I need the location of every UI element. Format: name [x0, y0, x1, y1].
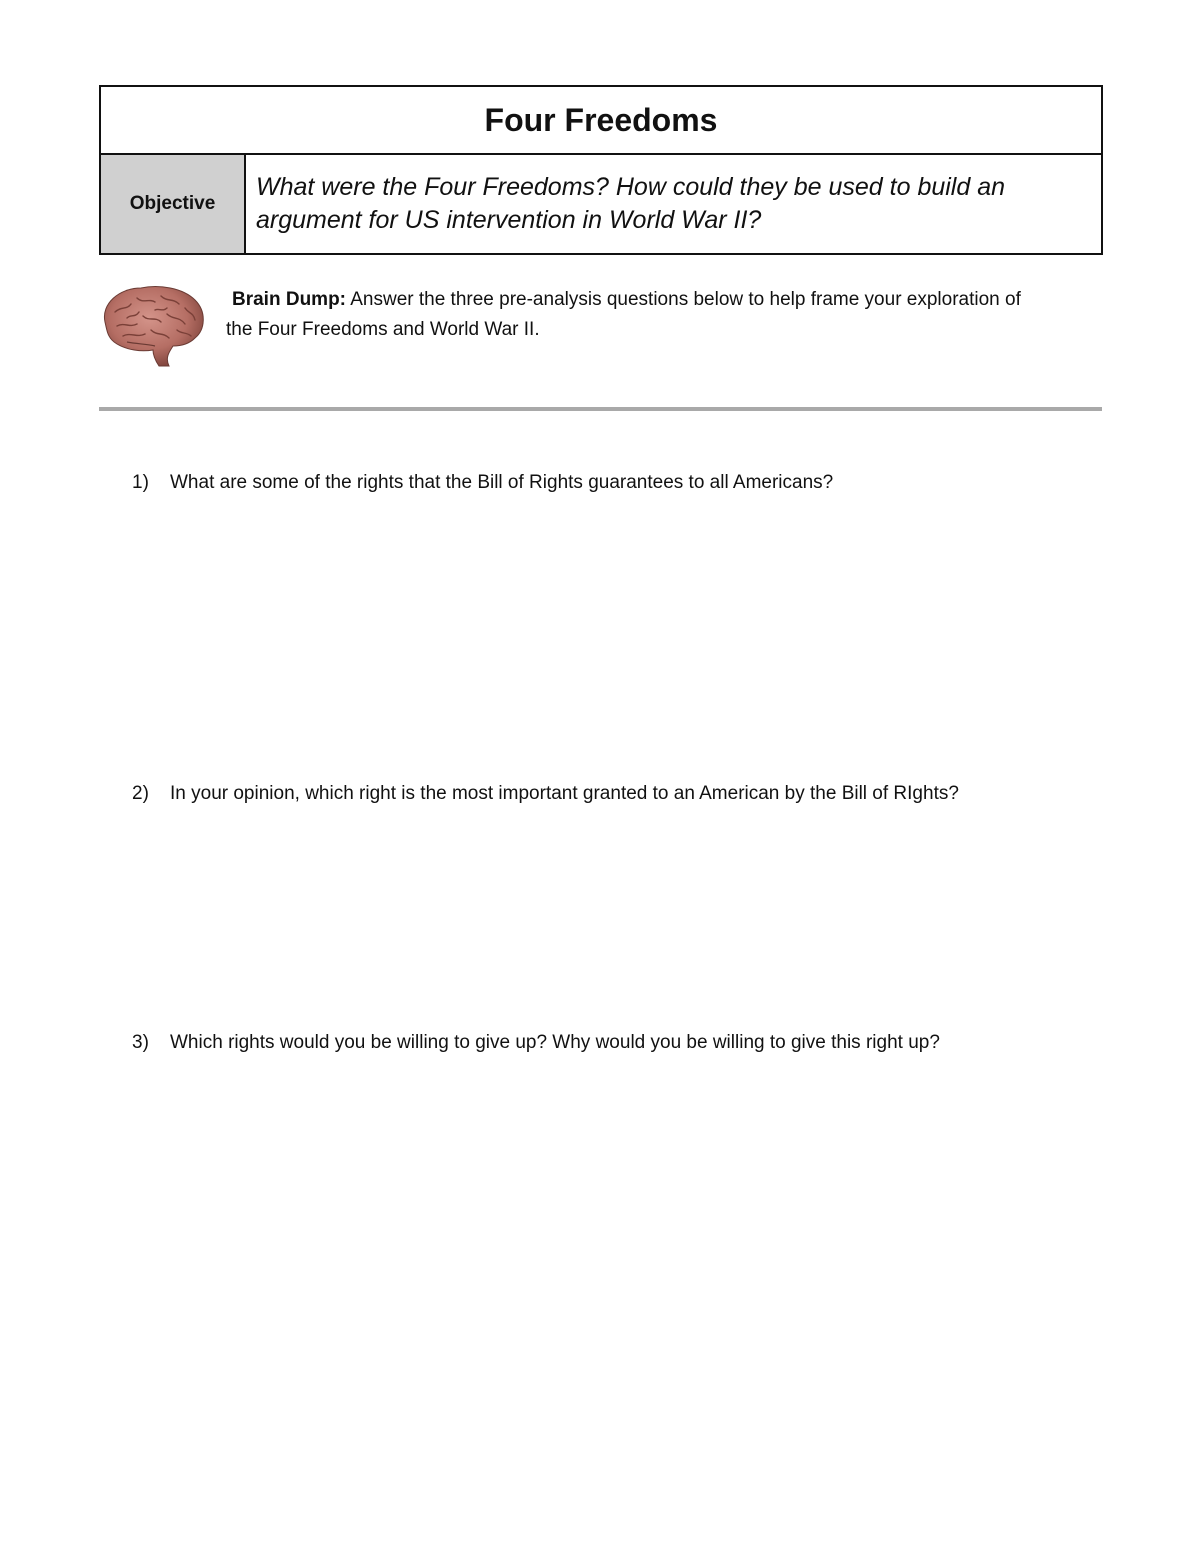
question-text: What are some of the rights that the Bill of Rights guarantees to all Americans?	[170, 472, 834, 493]
header-table	[99, 85, 1103, 255]
question-number: 3)	[132, 1032, 149, 1053]
question-text: In your opinion, which right is the most important granted to an American by the Bill of RIghts?	[170, 783, 959, 804]
divider	[99, 407, 1102, 411]
page-title: Four Freedoms	[101, 87, 1101, 155]
question-3	[132, 1031, 940, 1055]
brain-dump-lead: Brain Dump:	[232, 289, 346, 310]
question-1	[132, 471, 833, 495]
objective-row	[101, 155, 1101, 253]
question-number: 2)	[132, 783, 149, 804]
question-text: Which rights would you be willing to give up? Why would you be willing to give this right up?	[170, 1032, 940, 1053]
question-number: 1)	[132, 472, 149, 493]
objective-label: Objective	[101, 155, 246, 253]
question-2	[132, 782, 959, 806]
objective-text: What were the Four Freedoms? How could they be used to build an argument for US intervention in World War II?	[256, 173, 1006, 234]
brain-dump-instructions	[226, 285, 1026, 345]
brain-dump-text: Answer the three pre-analysis questions below to help frame your exploration of the Four Freedoms and World War II.	[226, 289, 1021, 340]
brain-icon	[97, 282, 209, 368]
